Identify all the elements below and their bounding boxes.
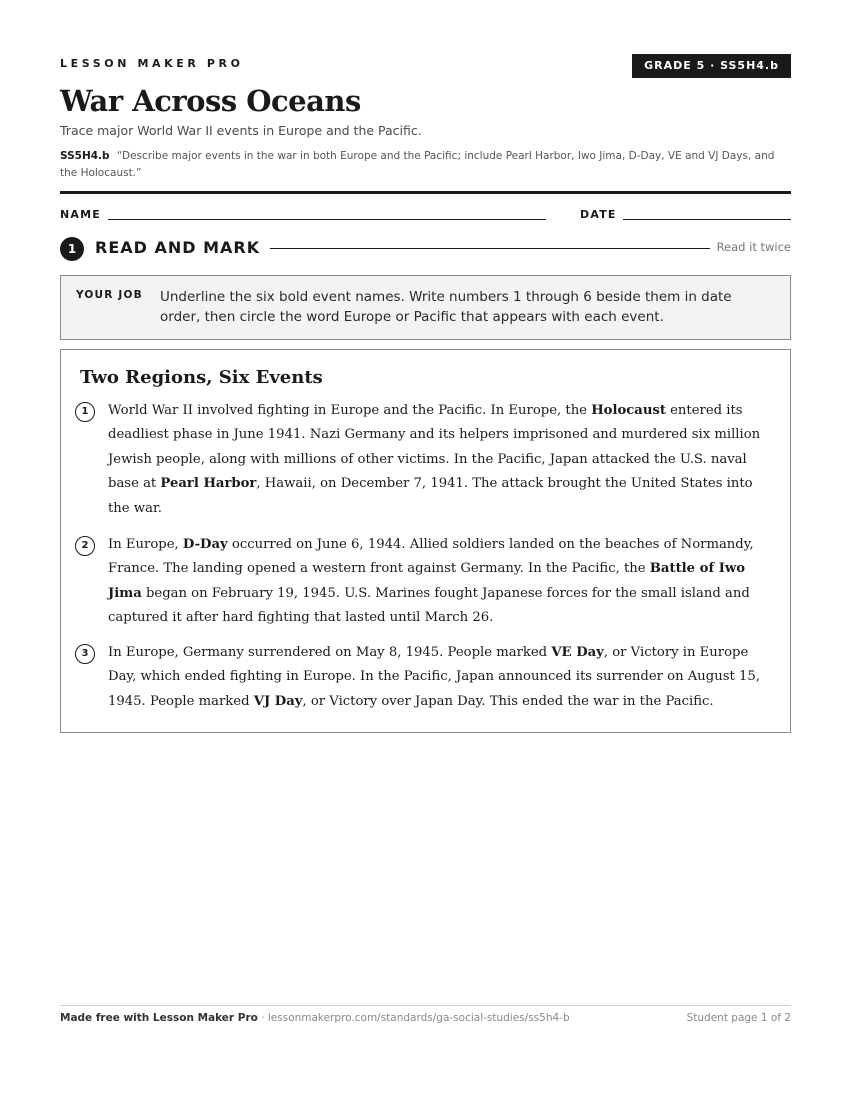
- footer-credit: [60, 1012, 570, 1024]
- paragraph-number-1: 1: [75, 402, 95, 422]
- paragraph-text: , Hawaii, on December 7, 1941. The attack brought the United States into the war.: [108, 476, 753, 516]
- job-instructions-box: [60, 275, 791, 340]
- section-rule: [270, 248, 710, 249]
- event-name: Holocaust: [591, 403, 666, 418]
- worksheet-page: [60, 0, 791, 1100]
- paragraph-text: In Europe,: [108, 537, 183, 552]
- footer-divider: [60, 1005, 791, 1006]
- standard-description: [60, 148, 791, 182]
- brand-name: LESSON MAKER PRO: [60, 57, 244, 70]
- paragraph-1: [108, 399, 768, 521]
- footer-page-number: Student page 1 of 2: [686, 1012, 791, 1024]
- paragraph-2: [108, 533, 768, 631]
- event-name: VJ Day: [253, 693, 303, 709]
- paragraph-number-2: 2: [75, 536, 95, 556]
- section-title: READ AND MARK: [95, 238, 261, 257]
- paragraph-text: began on February 19, 1945. U.S. Marines fought Japanese forces for the small island and captured it after hard fighting that lasted until March 26.: [108, 585, 750, 626]
- standard-text: “Describe major events in the war in both Europe and the Pacific; include Pearl Harbor, Iwo Jima, D-Day, VE and VJ Days, and the Holocaust.”: [60, 150, 775, 179]
- paragraph-text: In Europe, Germany surrendered on May 8, 1945. People marked: [108, 645, 552, 660]
- footer-url[interactable]: · lessonmakerpro.com/standards/ga-social-studies/ss5h4-b: [257, 1012, 570, 1024]
- event-name: D-Day: [182, 537, 228, 552]
- job-label: YOUR JOB: [76, 289, 143, 301]
- section-number-badge: 1: [60, 237, 84, 261]
- paragraph-number-3: 3: [75, 644, 95, 664]
- page-subtitle: Trace major World War II events in Europe and the Pacific.: [60, 123, 422, 138]
- section-note: Read it twice: [716, 240, 791, 254]
- date-label: DATE: [580, 208, 617, 221]
- paragraph-text: entered its deadliest phase in June 1941. Nazi Germany and its helpers imprisoned and murdered six million Jewish people, along with millions of other victims. In the Pacific, Japan attacked the U.S. naval base at: [108, 403, 761, 492]
- reading-title: Two Regions, Six Events: [80, 367, 323, 388]
- name-label: NAME: [60, 208, 101, 221]
- grade-badge: GRADE 5 · SS5H4.b: [632, 54, 791, 78]
- event-name: Battle of Iwo Jima: [108, 561, 746, 601]
- footer-made-with: Made free with Lesson Maker Pro: [60, 1012, 258, 1024]
- page-title: War Across Oceans: [60, 84, 361, 118]
- paragraph-text: , or Victory over Japan Day. This ended the war in the Pacific.: [302, 693, 714, 709]
- paragraph-text: , or Victory in Europe Day, which ended fighting in Europe. In the Pacific, Japan announced its surrender on August 15, 1945. People marked: [108, 645, 760, 709]
- event-name: VE Day: [551, 645, 604, 660]
- paragraph-text: World War II involved fighting in Europe and the Pacific. In Europe, the: [108, 403, 592, 418]
- header-divider: [60, 191, 791, 194]
- paragraph-text: occurred on June 6, 1944. Allied soldiers landed on the beaches of Normandy, France. The landing opened a western front against Germany. In the Pacific, the: [108, 537, 754, 577]
- date-field[interactable]: [623, 219, 791, 220]
- event-name: Pearl Harbor: [160, 476, 257, 492]
- name-field[interactable]: [108, 219, 546, 220]
- job-text: Underline the six bold event names. Write numbers 1 through 6 beside them in date order, then circle the word Europe or Pacific that appears with each event.: [160, 289, 732, 325]
- paragraph-3: [108, 641, 768, 714]
- standard-code: SS5H4.b: [60, 150, 110, 162]
